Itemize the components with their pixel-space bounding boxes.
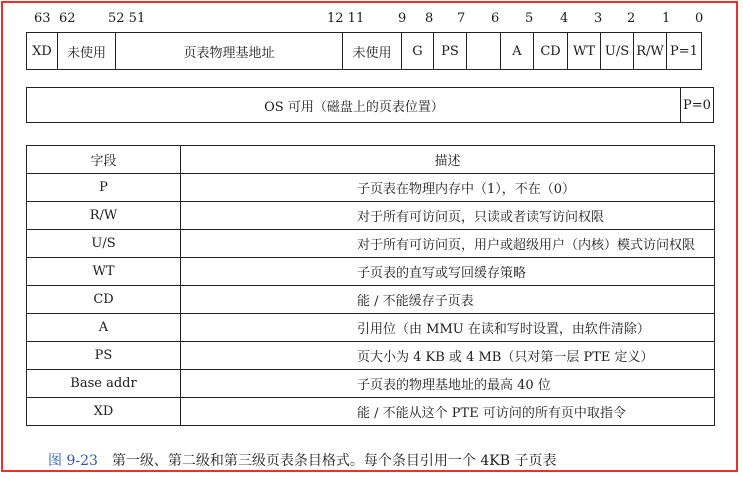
field-desc: 对于所有可访问页，只读或者读写访问权限: [181, 202, 715, 230]
bit-number: 1: [662, 11, 671, 26]
bit-number: 12 11: [327, 11, 365, 26]
field-rw: R/W: [634, 33, 667, 70]
header-field: 字段: [27, 146, 181, 174]
bit-number: 63: [34, 11, 51, 26]
table-row: [27, 314, 715, 342]
field-name: P: [27, 174, 181, 202]
field-name: Base addr: [27, 370, 181, 398]
bit-number: 3: [594, 11, 603, 26]
field-ps: PS: [434, 33, 467, 70]
bit-number: 4: [560, 11, 569, 26]
bit-number: 6: [491, 11, 500, 26]
bit-number: 9: [398, 11, 407, 26]
field-p0: P=0: [680, 88, 713, 122]
entry-format-present: [26, 32, 702, 70]
bit-number: 7: [457, 11, 466, 26]
entry-format-not-present: [26, 87, 714, 123]
field-bit6: [467, 33, 501, 70]
field-name: U/S: [27, 230, 181, 258]
field-g: G: [402, 33, 434, 70]
field-name: CD: [27, 286, 181, 314]
figure-number: 图 9-23: [48, 453, 98, 469]
table-row: [27, 202, 715, 230]
field-name: A: [27, 314, 181, 342]
field-desc: 页大小为 4 KB 或 4 MB（只对第一层 PTE 定义）: [181, 342, 715, 370]
table-row: [27, 370, 715, 398]
field-desc: 子页表的直写或写回缓存策略: [181, 258, 715, 286]
field-a: A: [501, 33, 534, 70]
caption-text: 第一级、第二级和第三级页表条目格式。每个条目引用一个 4KB 子页表: [111, 453, 557, 469]
table-row: [27, 398, 715, 426]
field-base-address: 页表物理基地址: [116, 33, 343, 70]
field-desc: 对于所有可访问页，用户或超级用户（内核）模式访问权限: [181, 230, 715, 258]
figure-caption: [48, 450, 556, 470]
field-desc: 能 / 不能缓存子页表: [181, 286, 715, 314]
field-name: XD: [27, 398, 181, 426]
table-row: [27, 230, 715, 258]
header-description: 描述: [181, 146, 715, 174]
bit-number: 62: [59, 11, 76, 26]
bit-number: 2: [627, 11, 636, 26]
os-available-label: OS 可用（磁盘上的页表位置）: [264, 99, 444, 115]
field-name: WT: [27, 258, 181, 286]
table-row: [27, 174, 715, 202]
table-row: [27, 286, 715, 314]
table-row: [27, 342, 715, 370]
field-name: PS: [27, 342, 181, 370]
field-name: R/W: [27, 202, 181, 230]
field-unused-high: 未使用: [58, 33, 116, 70]
bit-number: 52 51: [108, 11, 146, 26]
field-us: U/S: [601, 33, 634, 70]
table-row: [27, 258, 715, 286]
field-description-table: [26, 145, 715, 426]
field-cd: CD: [534, 33, 568, 70]
table-header-row: [27, 146, 715, 174]
field-xd: XD: [27, 33, 58, 70]
bit-number: 5: [525, 11, 534, 26]
field-unused-low: 未使用: [343, 33, 402, 70]
field-desc: 引用位（由 MMU 在读和写时设置，由软件清除）: [181, 314, 715, 342]
bit-number: 0: [695, 11, 704, 26]
bit-number: 8: [425, 11, 434, 26]
field-desc: 能 / 不能从这个 PTE 可访问的所有页中取指令: [181, 398, 715, 426]
field-p1: P=1: [667, 33, 702, 70]
field-desc: 子页表的物理基地址的最高 40 位: [181, 370, 715, 398]
field-desc: 子页表在物理内存中（1），不在（0）: [181, 174, 715, 202]
field-wt: WT: [568, 33, 601, 70]
